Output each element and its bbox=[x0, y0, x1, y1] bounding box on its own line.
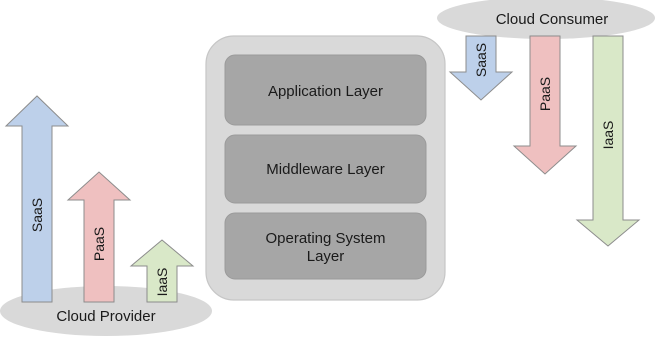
operating-system-layer-label-line1: Operating System bbox=[265, 230, 386, 247]
middleware-layer bbox=[225, 135, 426, 203]
provider-paas-label: PaaS bbox=[91, 226, 107, 262]
provider-iaas-label: IaaS bbox=[154, 267, 170, 297]
provider-saas-arrow bbox=[6, 96, 68, 302]
consumer-saas-arrow bbox=[450, 36, 512, 100]
middleware-layer-label: Middleware Layer bbox=[266, 161, 385, 178]
consumer-paas-arrow bbox=[514, 36, 576, 174]
application-layer bbox=[225, 55, 426, 125]
layer-stack bbox=[206, 36, 445, 300]
consumer-paas-label: PaaS bbox=[537, 76, 553, 112]
cloud-consumer-group bbox=[437, 0, 655, 246]
operating-system-layer-label-line2: Layer bbox=[306, 248, 345, 265]
cloud-provider-group bbox=[0, 96, 212, 336]
application-layer-label: Application Layer bbox=[267, 83, 384, 100]
cloud-consumer-label: Cloud Consumer bbox=[495, 11, 609, 28]
consumer-iaas-label: IaaS bbox=[600, 120, 616, 150]
operating-system-layer bbox=[225, 213, 426, 279]
consumer-iaas-arrow bbox=[577, 36, 639, 246]
provider-saas-label: SaaS bbox=[29, 197, 45, 233]
consumer-saas-label: SaaS bbox=[473, 42, 489, 78]
cloud-provider-label: Cloud Provider bbox=[56, 308, 156, 325]
provider-paas-arrow bbox=[68, 172, 130, 302]
